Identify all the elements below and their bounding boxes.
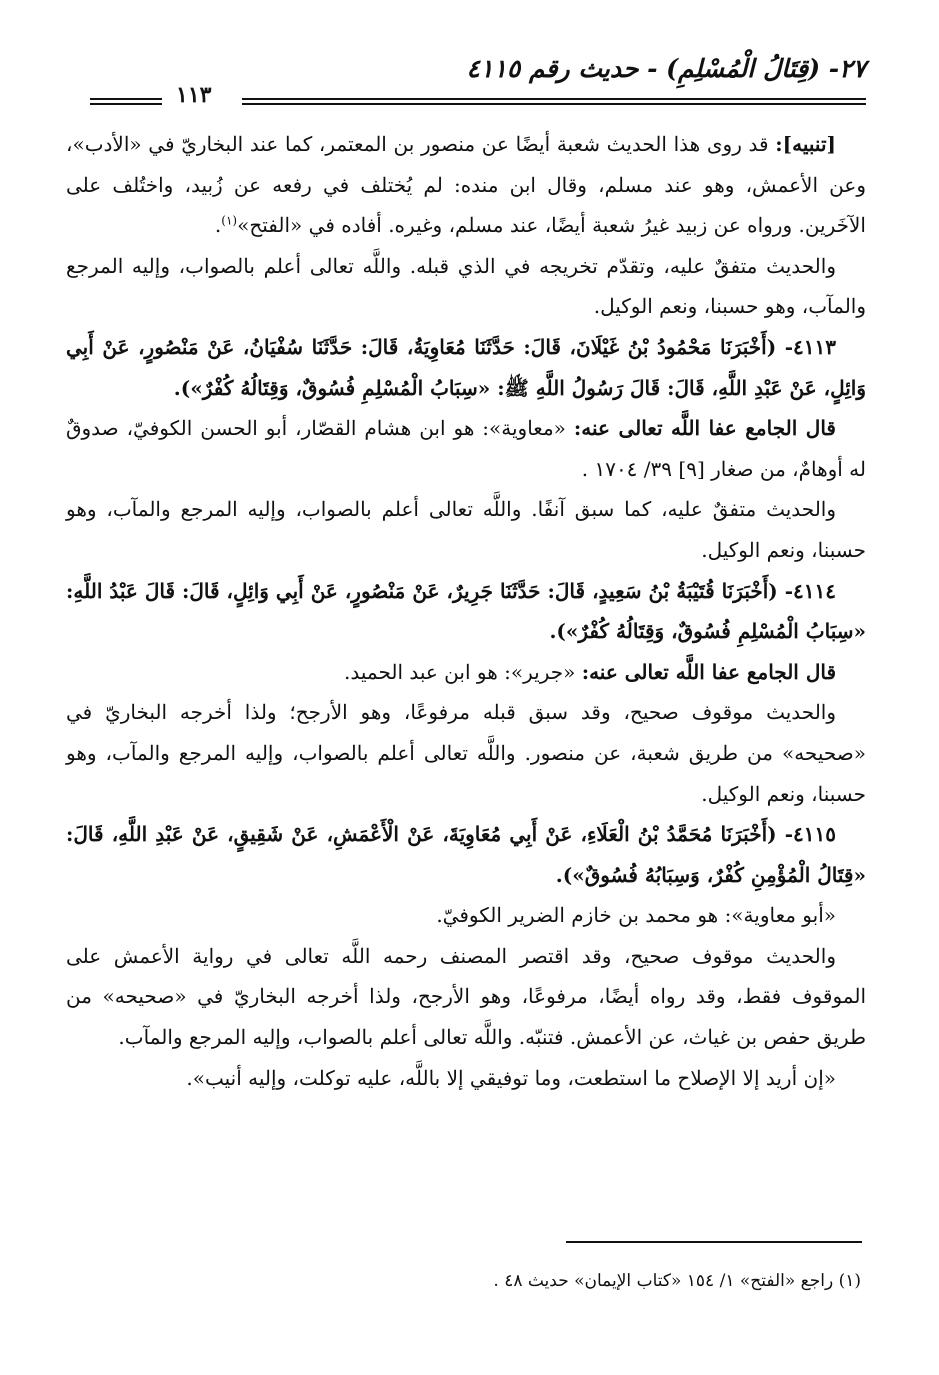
page-header xyxy=(90,52,866,108)
paragraph-text: «جرير»: هو ابن عبد الحميد. xyxy=(343,659,582,684)
footnote-ref: (١) xyxy=(221,213,238,228)
hadith-4114: ٤١١٤- (أَخْبَرَنَا قُتَيْبَةُ بْنُ سَعِيدٍ، قَالَ: حَدَّثَنَا جَرِيرٌ، عَنْ مَنْصُورٍ، عَنْ أَبِي وَائِلٍ، قَالَ: قَالَ عَبْدُ اللَّهِ: «سِبَابُ الْمُسْلِمِ فُسُوقٌ، وَقِتَالُهُ كُفْرٌ»). xyxy=(66,578,866,644)
paragraph-text: «معاوية»: هو ابن هشام القصّار، أبو الحسن الكوفيّ، صدوقٌ له أوهامٌ، من صغار [٩] ٣٩/ ١٧٠٤ . xyxy=(66,416,866,481)
footnote: (١) راجع «الفتح» ١/ ١٥٤ «كتاب الإيمان» حديث ٤٨ . xyxy=(493,1271,861,1291)
paragraph-commentary: والحديث موقوف صحيح، وقد اقتصر المصنف رحمه اللَّه تعالى في رواية الأعمش على الموقوف فقط، وقد رواه أيضًا، مرفوعًا، وهو الأرجح، ولذا أخرجه البخاريّ في «صحيحه» من طريق حفص بن غياث، عن الأعمش. فتنبّه. واللَّه تعالى أعلم بالصواب، وإليه المرجع والمآب. xyxy=(66,943,866,1050)
header-rule-left xyxy=(90,98,162,105)
paragraph-commentary: والحديث متفقٌ عليه، كما سبق آنفًا. واللَّه تعالى أعلم بالصواب، وإليه المرجع والمآب، وهو حسبنا، ونعم الوكيل. xyxy=(66,497,866,562)
paragraph-note xyxy=(66,124,866,246)
header-rule-right xyxy=(242,98,866,105)
paragraph-label: قال الجامع عفا اللَّه تعالى عنه: xyxy=(573,416,836,441)
paragraph-label: [تنبيه]: xyxy=(775,132,836,156)
hadith-4115: ٤١١٥- (أَخْبَرَنَا مُحَمَّدُ بْنُ الْعَلَاءِ، عَنْ أَبِي مُعَاوِيَةَ، عَنْ الْأَعْمَشِ، عَنْ شَقِيقٍ، عَنْ عَبْدِ اللَّهِ، قَالَ: «قِتَالُ الْمُؤْمِنِ كُفْرٌ، وَسِبَابُهُ فُسُوقٌ»). xyxy=(66,822,866,887)
paragraph-commentary xyxy=(66,652,866,693)
running-title: ٢٧- (قِتَالُ الْمُسْلِمِ) - حديث رقم ٤١١٥ xyxy=(466,54,866,83)
paragraph-label: قال الجامع عفا اللَّه تعالى عنه: xyxy=(581,659,836,684)
closing-quote: «إن أريد إلا الإصلاح ما استطعت، وما توفيقي إلا باللَّه، عليه توكلت، وإليه أنيب». xyxy=(186,1065,836,1090)
page-number: ١١٣ xyxy=(176,82,212,108)
paragraph-commentary xyxy=(66,408,866,489)
paragraph-commentary: والحديث موقوف صحيح، وقد سبق قبله مرفوعًا، وهو الأرجح؛ ولذا أخرجه البخاريّ في «صحيحه» من طريق شعبة، عن منصور. واللَّه تعالى أعلم بالصواب، وإليه المرجع والمآب، وهو حسبنا، ونعم الوكيل. xyxy=(66,700,866,806)
paragraph-commentary: «أبو معاوية»: هو محمد بن خازم الضرير الكوفيّ. xyxy=(436,903,836,928)
footnote-separator xyxy=(566,1241,862,1243)
hadith-4113: ٤١١٣- (أَخْبَرَنَا مَحْمُودُ بْنُ غَيْلَانَ، قَالَ: حَدَّثَنَا مُعَاوِيَةُ، قَالَ: حَدَّثَنَا سُفْيَانُ، عَنْ مَنْصُورٍ، عَنْ أَبِي وَائِلٍ، عَنْ عَبْدِ اللَّهِ، قَالَ: قَالَ رَسُولُ اللَّهِ ﷺ: «سِبَابُ الْمُسْلِمِ فُسُوقٌ، وَقِتَالُهُ كُفْرٌ»). xyxy=(66,334,866,400)
paragraph-tail: . xyxy=(214,213,222,238)
main-text xyxy=(66,124,866,1098)
paragraph-text: قد روى هذا الحديث شعبة أيضًا عن منصور بن المعتمر، كما عند البخاريّ في «الأدب»، وعن الأعمش، وهو عند مسلم، وقال ابن منده: لم يُختلف في رفعه عن زُبيد، واختُلف على الآخَرين. ورواه عن زبيد غيرُ شعبة أيضًا، عند مسلم، وغيره. أفاده في «الفتح» xyxy=(66,132,866,238)
paragraph-commentary: والحديث متفقٌ عليه، وتقدّم تخريجه في الذي قبله. واللَّه تعالى أعلم بالصواب، وإليه المرجع والمآب، وهو حسبنا، ونعم الوكيل. xyxy=(66,253,866,319)
